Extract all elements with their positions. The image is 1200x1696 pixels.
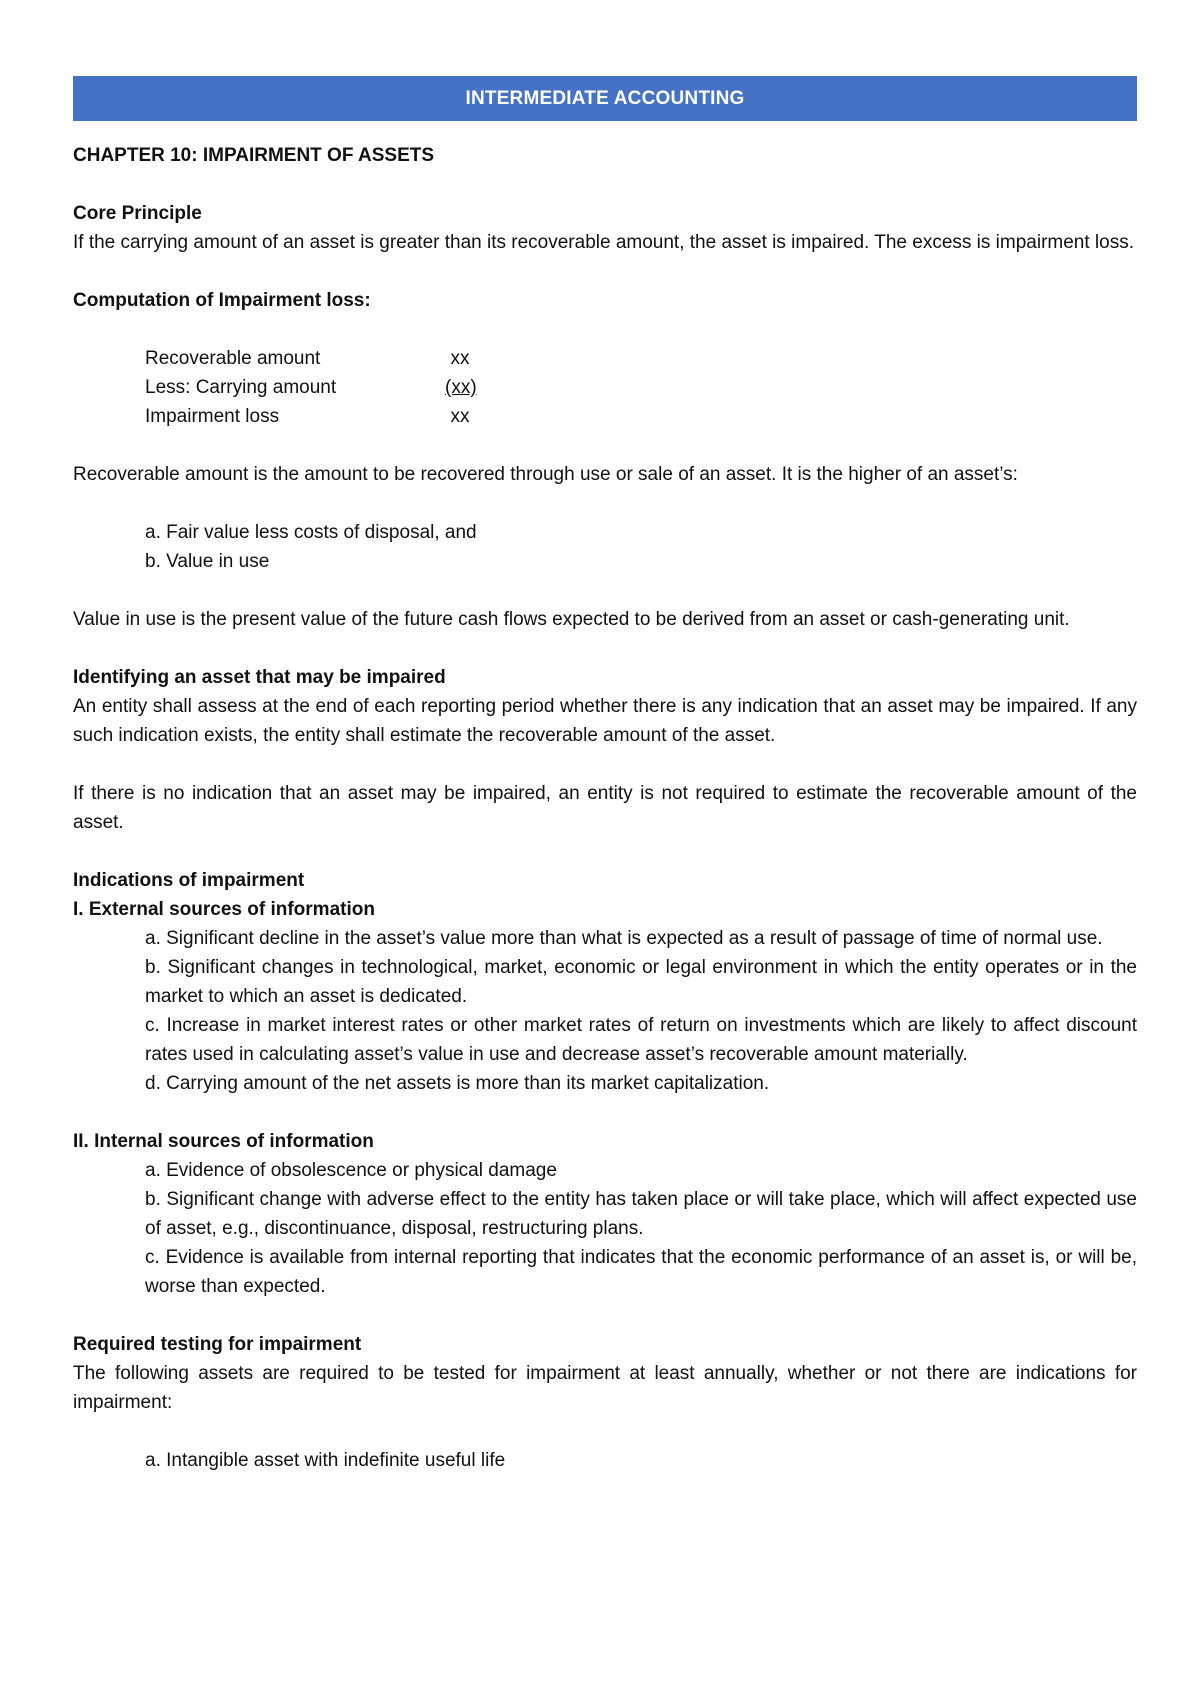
list-item: a. Fair value less costs of disposal, and (145, 522, 477, 543)
header-title: INTERMEDIATE ACCOUNTING (465, 88, 745, 109)
computation-label: Less: Carrying amount (145, 377, 337, 398)
value-in-use-text: Value in use is the present value of the future cash flows expected to be derived from an asset or cash-generating unit. (73, 609, 1070, 630)
computation-label: Impairment loss (145, 406, 280, 427)
list-item: c. Evidence is available from internal reporting that indicates that the economic performance of an asset is, or will be, worse than expected. (145, 1247, 1137, 1297)
list-item: a. Significant decline in the asset’s value more than what is expected as a result of passage of time of normal use. (145, 928, 1103, 949)
no-indication-text: If there is no indication that an asset may be impaired, an entity is not required to estimate the recoverable amount of the asset. (73, 783, 1137, 833)
computation-value: (xx) (445, 377, 477, 398)
computation-row (73, 344, 1137, 373)
core-principle-heading: Core Principle (73, 203, 202, 224)
internal-sources-heading: II. Internal sources of information (73, 1131, 374, 1152)
recoverable-amount-text: Recoverable amount is the amount to be recovered through use or sale of an asset. It is the higher of an asset’s: (73, 464, 1018, 485)
computation-row (73, 373, 1137, 402)
document-page (73, 76, 1137, 1475)
required-testing-text: The following assets are required to be tested for impairment at least annually, whether or not there are indications for impairment: (73, 1363, 1137, 1413)
computation-row (73, 402, 1137, 431)
identifying-heading: Identifying an asset that may be impaired (73, 667, 446, 688)
computation-value: xx (450, 406, 470, 427)
list-item: b. Significant change with adverse effect to the entity has taken place or will take place, which will affect expected use of asset, e.g., discontinuance, disposal, restructuring plans. (145, 1189, 1137, 1239)
list-item: b. Significant changes in technological, market, economic or legal environment in which the entity operates or in the market to which an asset is dedicated. (145, 957, 1137, 1007)
list-item: b. Value in use (145, 551, 270, 572)
identifying-text: An entity shall assess at the end of each reporting period whether there is any indication that an asset may be impaired. If any such indication exists, the entity shall estimate the recoverable amount of the asset. (73, 696, 1137, 746)
external-sources-heading: I. External sources of information (73, 899, 375, 920)
list-item: a. Evidence of obsolescence or physical damage (145, 1160, 557, 1181)
computation-value: xx (450, 348, 470, 369)
header-banner (73, 76, 1137, 121)
computation-heading: Computation of Impairment loss: (73, 290, 371, 311)
required-testing-heading: Required testing for impairment (73, 1334, 362, 1355)
chapter-title: CHAPTER 10: IMPAIRMENT OF ASSETS (73, 145, 435, 166)
indications-heading: Indications of impairment (73, 870, 305, 891)
list-item: d. Carrying amount of the net assets is more than its market capitalization. (145, 1073, 770, 1094)
computation-label: Recoverable amount (145, 348, 321, 369)
list-item: c. Increase in market interest rates or other market rates of return on investments which are likely to affect discount rates used in calculating asset’s value in use and decrease asset’s recoverable amount materially. (145, 1015, 1137, 1065)
core-principle-text: If the carrying amount of an asset is greater than its recoverable amount, the asset is impaired. The excess is impairment loss. (73, 232, 1134, 253)
list-item: a. Intangible asset with indefinite useful life (145, 1450, 506, 1471)
